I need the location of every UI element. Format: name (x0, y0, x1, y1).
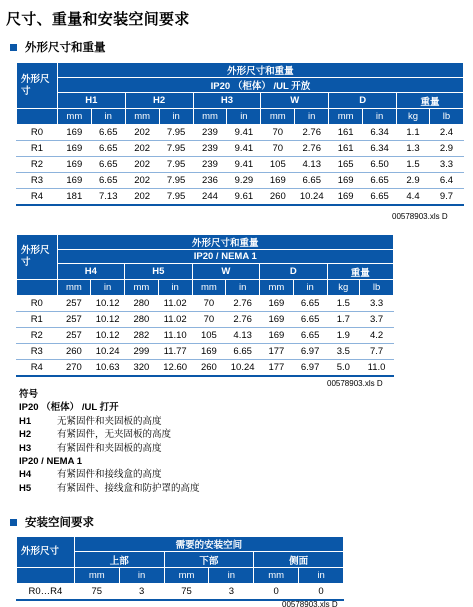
legend-item (19, 415, 200, 428)
table-cell: 1.7 (327, 312, 360, 328)
table-cell: 7.95 (159, 189, 193, 205)
table-reference: 00578903.xls D (392, 212, 448, 221)
table-cell: 9.41 (227, 157, 261, 173)
table-cell: 169 (260, 296, 294, 312)
table-reference: 00578903.xls D (327, 379, 383, 388)
bullet-square-icon (10, 44, 17, 51)
table-cell: 6.97 (293, 344, 327, 360)
legend-item (19, 442, 200, 455)
frame-size-header: 外形尺寸 (17, 537, 75, 568)
table-cell: 7.95 (159, 141, 193, 157)
frame-size-cell: R0…R4 (17, 584, 75, 600)
table-cell: 169 (260, 312, 294, 328)
table-cell: 169 (57, 157, 91, 173)
legend-key: H3 (19, 442, 32, 454)
table-cell: 3.3 (360, 296, 394, 312)
table-cell: 0 (254, 584, 299, 600)
legend-group-nema1: IP20 / NEMA 1 (19, 456, 83, 468)
frame-size-header: 外形尺寸 (17, 63, 58, 109)
frame-size-cell: R0 (17, 296, 58, 312)
table-cell: 3 (119, 584, 164, 600)
unit-header: mm (193, 109, 227, 125)
table-cell: 270 (57, 360, 91, 376)
unit-header: mm (329, 109, 363, 125)
table-cell: 10.24 (91, 344, 125, 360)
table-cell: 202 (125, 157, 159, 173)
table-cell: 9.7 (429, 189, 463, 205)
unit-header: in (363, 109, 397, 125)
table-cell: 299 (125, 344, 159, 360)
table-cell: 6.65 (91, 173, 125, 189)
table-cell: 7.95 (159, 173, 193, 189)
table-cell: 2.9 (397, 173, 430, 189)
table-row (17, 125, 464, 141)
table-cell: 7.7 (360, 344, 394, 360)
table-cell: 239 (193, 141, 227, 157)
table-cell: 239 (193, 157, 227, 173)
column-group-header: H1 (57, 93, 125, 109)
frame-size-cell: R1 (17, 141, 58, 157)
unit-header: mm (125, 109, 159, 125)
table-reference: 00578903.xls D (282, 600, 338, 607)
table-cell: 169 (57, 125, 91, 141)
table-cell: 282 (125, 328, 159, 344)
unit-header: mm (261, 109, 295, 125)
table-cell: 70 (261, 125, 295, 141)
table-row (17, 328, 394, 344)
table-title: 外形尺寸和重量 (57, 235, 393, 250)
table-cell: 105 (192, 328, 226, 344)
table-subtitle: IP20 / NEMA 1 (57, 250, 393, 264)
table-cell: 0 (299, 584, 344, 600)
dimensions-table-nema1 (16, 234, 394, 377)
table-cell: 177 (260, 344, 294, 360)
section-heading-dimensions (10, 39, 106, 55)
table-cell: 6.65 (293, 312, 327, 328)
table-cell: 169 (329, 173, 363, 189)
legend-description: 有紧固件和接线盒的高度 (57, 469, 162, 481)
column-group-header: 重量 (327, 264, 394, 280)
unit-header: kg (327, 280, 360, 296)
frame-size-cell: R1 (17, 312, 58, 328)
frame-size-cell: R0 (17, 125, 58, 141)
table-cell: 11.02 (158, 312, 192, 328)
bullet-square-icon (10, 519, 17, 526)
dimensions-table-ip20-ul (16, 62, 464, 206)
table-cell: 3.7 (360, 312, 394, 328)
unit-header-blank (17, 109, 58, 125)
table-cell: 6.65 (91, 141, 125, 157)
unit-header: mm (74, 568, 119, 584)
table-cell: 320 (125, 360, 159, 376)
unit-header: in (299, 568, 344, 584)
legend-item (19, 428, 200, 441)
legend-description: 有紧固件、接线盒和防护罩的高度 (57, 482, 200, 494)
symbol-legend (19, 388, 200, 495)
table-cell: 1.1 (397, 125, 430, 141)
table-cell: 260 (192, 360, 226, 376)
table-cell: 202 (125, 189, 159, 205)
table-row (17, 173, 464, 189)
table-cell: 6.97 (293, 360, 327, 376)
table-cell: 260 (57, 344, 91, 360)
unit-header: mm (254, 568, 299, 584)
table-cell: 70 (192, 296, 226, 312)
table-row (17, 141, 464, 157)
table-cell: 169 (192, 344, 226, 360)
table-cell: 2.76 (226, 296, 260, 312)
column-group-header: 侧面 (254, 552, 344, 568)
table-cell: 2.76 (226, 312, 260, 328)
table-cell: 12.60 (158, 360, 192, 376)
table-cell: 6.4 (429, 173, 463, 189)
column-group-header: W (192, 264, 260, 280)
table-row (17, 189, 464, 205)
table-cell: 11.02 (158, 296, 192, 312)
table-cell: 3.3 (429, 157, 463, 173)
table-cell: 1.5 (327, 296, 360, 312)
legend-key: H1 (19, 415, 32, 427)
table-cell: 7.95 (159, 157, 193, 173)
column-group-header: 重量 (397, 93, 464, 109)
table-cell: 257 (57, 312, 91, 328)
table-cell: 202 (125, 141, 159, 157)
frame-size-cell: R2 (17, 157, 58, 173)
legend-group-ip20-ul: IP20 （柜体） /UL 打开 (19, 402, 119, 414)
table-row (17, 360, 394, 376)
table-cell: 244 (193, 189, 227, 205)
page-title: 尺寸、重量和安装空间要求 (6, 10, 190, 28)
legend-title: 符号 (19, 389, 39, 400)
table-cell: 9.41 (227, 125, 261, 141)
table-cell: 6.65 (91, 157, 125, 173)
table-cell: 11.0 (360, 360, 394, 376)
table-cell: 1.9 (327, 328, 360, 344)
unit-header: mm (192, 280, 226, 296)
unit-header: in (209, 568, 254, 584)
frame-size-header: 外形尺寸 (17, 235, 58, 280)
table-cell: 10.12 (91, 296, 125, 312)
table-cell: 9.29 (227, 173, 261, 189)
table-cell: 70 (192, 312, 226, 328)
table-cell: 10.24 (295, 189, 329, 205)
legend-key: H2 (19, 429, 32, 441)
column-group-header: 上部 (74, 552, 164, 568)
table-cell: 6.65 (363, 189, 397, 205)
table-cell: 70 (261, 141, 295, 157)
table-cell: 75 (164, 584, 209, 600)
table-cell: 177 (260, 360, 294, 376)
table-cell: 11.77 (158, 344, 192, 360)
frame-size-cell: R4 (17, 189, 58, 205)
legend-description: 有紧固件和夹固板的高度 (57, 442, 162, 454)
unit-header: mm (164, 568, 209, 584)
table-cell: 202 (125, 173, 159, 189)
table-cell: 169 (260, 328, 294, 344)
table-cell: 280 (125, 312, 159, 328)
table-cell: 6.65 (293, 328, 327, 344)
unit-header: in (119, 568, 164, 584)
table-subtitle: IP20 （柜体） /UL 开放 (57, 78, 463, 93)
legend-item (19, 468, 200, 481)
unit-header: in (226, 280, 260, 296)
table-cell: 202 (125, 125, 159, 141)
unit-header-blank (17, 280, 58, 296)
legend-key: H5 (19, 482, 32, 494)
table-cell: 6.65 (91, 125, 125, 141)
legend-description: 无紧固件和夹固板的高度 (57, 415, 162, 427)
table-cell: 161 (329, 141, 363, 157)
table-cell: 6.65 (293, 296, 327, 312)
table-cell: 3 (209, 584, 254, 600)
unit-header: mm (125, 280, 159, 296)
table-cell: 6.50 (363, 157, 397, 173)
column-group-header: H2 (125, 93, 193, 109)
table-title: 外形尺寸和重量 (57, 63, 463, 78)
section-heading-mounting-space (10, 514, 94, 530)
legend-key: H4 (19, 469, 32, 481)
table-cell: 165 (329, 157, 363, 173)
table-cell: 6.65 (295, 173, 329, 189)
table-cell: 257 (57, 296, 91, 312)
table-cell: 75 (74, 584, 119, 600)
unit-header: kg (397, 109, 430, 125)
table-title: 需要的安装空间 (74, 537, 343, 552)
table-cell: 5.0 (327, 360, 360, 376)
table-cell: 161 (329, 125, 363, 141)
table-cell: 236 (193, 173, 227, 189)
table-cell: 169 (57, 141, 91, 157)
section-heading-label: 外形尺寸和重量 (25, 40, 106, 54)
table-cell: 1.5 (397, 157, 430, 173)
column-group-header: 下部 (164, 552, 254, 568)
frame-size-cell: R4 (17, 360, 58, 376)
table-cell: 2.76 (295, 141, 329, 157)
table-cell: 10.12 (91, 328, 125, 344)
table-cell: 181 (57, 189, 91, 205)
table-cell: 169 (329, 189, 363, 205)
table-cell: 9.61 (227, 189, 261, 205)
unit-header-blank (17, 568, 75, 584)
column-group-header: H5 (125, 264, 193, 280)
mounting-space-table (16, 536, 344, 601)
frame-size-cell: R3 (17, 344, 58, 360)
table-cell: 239 (193, 125, 227, 141)
table-cell: 257 (57, 328, 91, 344)
table-cell: 10.63 (91, 360, 125, 376)
table-cell: 2.4 (429, 125, 463, 141)
table-cell: 4.13 (295, 157, 329, 173)
column-group-header: W (261, 93, 329, 109)
table-cell: 260 (261, 189, 295, 205)
table-cell: 10.12 (91, 312, 125, 328)
table-cell: 6.34 (363, 125, 397, 141)
table-row (17, 296, 394, 312)
table-cell: 7.95 (159, 125, 193, 141)
table-cell: 105 (261, 157, 295, 173)
table-cell: 169 (261, 173, 295, 189)
table-cell: 4.4 (397, 189, 430, 205)
table-cell: 169 (57, 173, 91, 189)
unit-header: mm (260, 280, 294, 296)
unit-header: in (159, 109, 193, 125)
table-row (17, 312, 394, 328)
table-cell: 2.76 (295, 125, 329, 141)
table-cell: 1.3 (397, 141, 430, 157)
section-heading-label: 安装空间要求 (25, 515, 94, 529)
legend-item (19, 482, 200, 495)
unit-header: mm (57, 109, 91, 125)
table-cell: 6.34 (363, 141, 397, 157)
table-cell: 7.13 (91, 189, 125, 205)
table-cell: 11.10 (158, 328, 192, 344)
column-group-header: D (260, 264, 327, 280)
table-cell: 4.13 (226, 328, 260, 344)
unit-header: lb (429, 109, 463, 125)
unit-header: in (295, 109, 329, 125)
table-cell: 3.5 (327, 344, 360, 360)
unit-header: in (91, 280, 125, 296)
unit-header: in (91, 109, 125, 125)
unit-header: mm (57, 280, 91, 296)
column-group-header: H4 (57, 264, 125, 280)
unit-header: in (158, 280, 192, 296)
frame-size-cell: R3 (17, 173, 58, 189)
unit-header: lb (360, 280, 394, 296)
table-cell: 6.65 (226, 344, 260, 360)
table-row (17, 344, 394, 360)
table-cell: 280 (125, 296, 159, 312)
table-cell: 9.41 (227, 141, 261, 157)
table-row (17, 584, 344, 600)
table-cell: 4.2 (360, 328, 394, 344)
unit-header: in (293, 280, 327, 296)
frame-size-cell: R2 (17, 328, 58, 344)
column-group-header: H3 (193, 93, 261, 109)
table-cell: 6.65 (363, 173, 397, 189)
table-cell: 10.24 (226, 360, 260, 376)
table-row (17, 157, 464, 173)
table-cell: 2.9 (429, 141, 463, 157)
unit-header: in (227, 109, 261, 125)
column-group-header: D (329, 93, 397, 109)
legend-description: 有紧固件，无夹固板的高度 (57, 429, 172, 441)
